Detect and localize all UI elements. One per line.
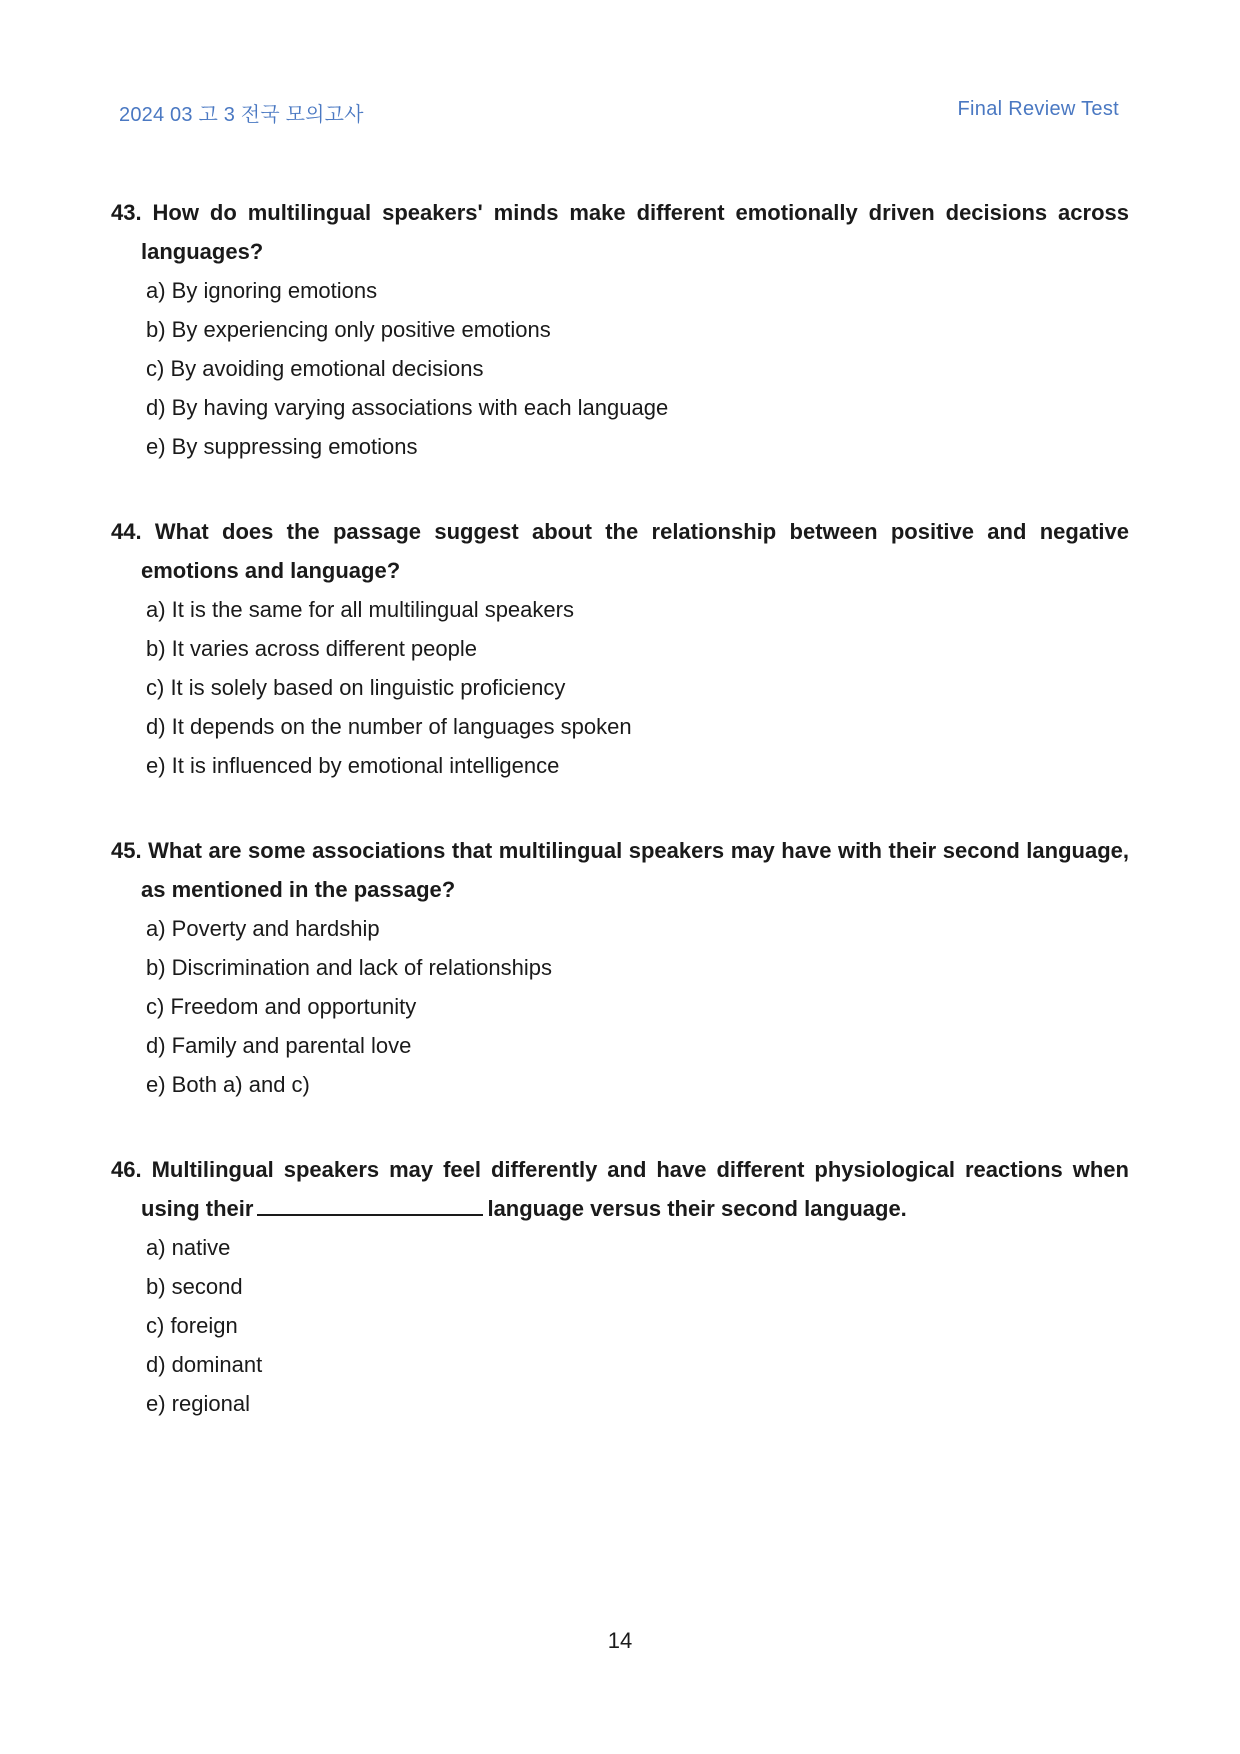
question-43 bbox=[111, 193, 1129, 466]
question-stem: What does the passage suggest about the relationship between positive and negative emotions and language? bbox=[141, 519, 1129, 583]
answer-options bbox=[111, 271, 1129, 466]
question-stem: What are some associations that multilingual speakers may have with their second language, as mentioned in the passage? bbox=[141, 838, 1129, 902]
answer-option[interactable]: e) It is influenced by emotional intelligence bbox=[146, 753, 560, 778]
answer-option[interactable]: e) Both a) and c) bbox=[146, 1072, 310, 1097]
question-46 bbox=[111, 1150, 1129, 1423]
answer-options bbox=[111, 1228, 1129, 1423]
answer-option[interactable]: d) Family and parental love bbox=[146, 1033, 412, 1058]
exam-title: 2024 03 고 3 전국 모의고사 bbox=[119, 104, 364, 126]
answer-option[interactable]: a) native bbox=[146, 1235, 231, 1260]
question-stem-after-blank: language versus their second language. bbox=[487, 1196, 907, 1221]
page-number: 14 bbox=[607, 1628, 633, 1653]
answer-option[interactable]: c) By avoiding emotional decisions bbox=[146, 356, 484, 381]
answer-option[interactable]: d) By having varying associations with each language bbox=[146, 395, 669, 420]
question-list bbox=[111, 193, 1129, 1469]
question-number: 45. bbox=[111, 838, 142, 863]
question-45 bbox=[111, 831, 1129, 1104]
answer-option[interactable]: e) regional bbox=[146, 1391, 250, 1416]
answer-options bbox=[111, 909, 1129, 1104]
answer-option[interactable]: c) Freedom and opportunity bbox=[146, 994, 417, 1019]
question-text bbox=[111, 512, 1129, 590]
answer-option[interactable]: d) dominant bbox=[146, 1352, 263, 1377]
answer-option[interactable]: a) By ignoring emotions bbox=[146, 278, 378, 303]
question-stem: How do multilingual speakers' minds make different emotionally driven decisions across languages? bbox=[141, 200, 1129, 264]
question-number: 46. bbox=[111, 1157, 142, 1182]
answer-option[interactable]: a) It is the same for all multilingual speakers bbox=[146, 597, 574, 622]
fill-in-blank bbox=[257, 1194, 483, 1216]
page-header bbox=[119, 98, 1119, 128]
question-number: 43. bbox=[111, 200, 142, 225]
answer-option[interactable]: e) By suppressing emotions bbox=[146, 434, 418, 459]
answer-option[interactable]: a) Poverty and hardship bbox=[146, 916, 380, 941]
answer-options bbox=[111, 590, 1129, 785]
question-44 bbox=[111, 512, 1129, 785]
question-number: 44. bbox=[111, 519, 142, 544]
answer-option[interactable]: b) It varies across different people bbox=[146, 636, 477, 661]
test-name: Final Review Test bbox=[957, 98, 1119, 120]
answer-option[interactable]: c) It is solely based on linguistic proficiency bbox=[146, 675, 566, 700]
answer-option[interactable]: b) By experiencing only positive emotions bbox=[146, 317, 551, 342]
answer-option[interactable]: c) foreign bbox=[146, 1313, 238, 1338]
question-text bbox=[111, 831, 1129, 909]
question-stem-before-blank: Multilingual speakers may feel differently and have different physiological reactions when using their bbox=[141, 1157, 1129, 1221]
question-text bbox=[111, 193, 1129, 271]
answer-option[interactable]: b) Discrimination and lack of relationships bbox=[146, 955, 552, 980]
answer-option[interactable]: d) It depends on the number of languages spoken bbox=[146, 714, 632, 739]
answer-option[interactable]: b) second bbox=[146, 1274, 243, 1299]
question-text bbox=[111, 1150, 1129, 1228]
